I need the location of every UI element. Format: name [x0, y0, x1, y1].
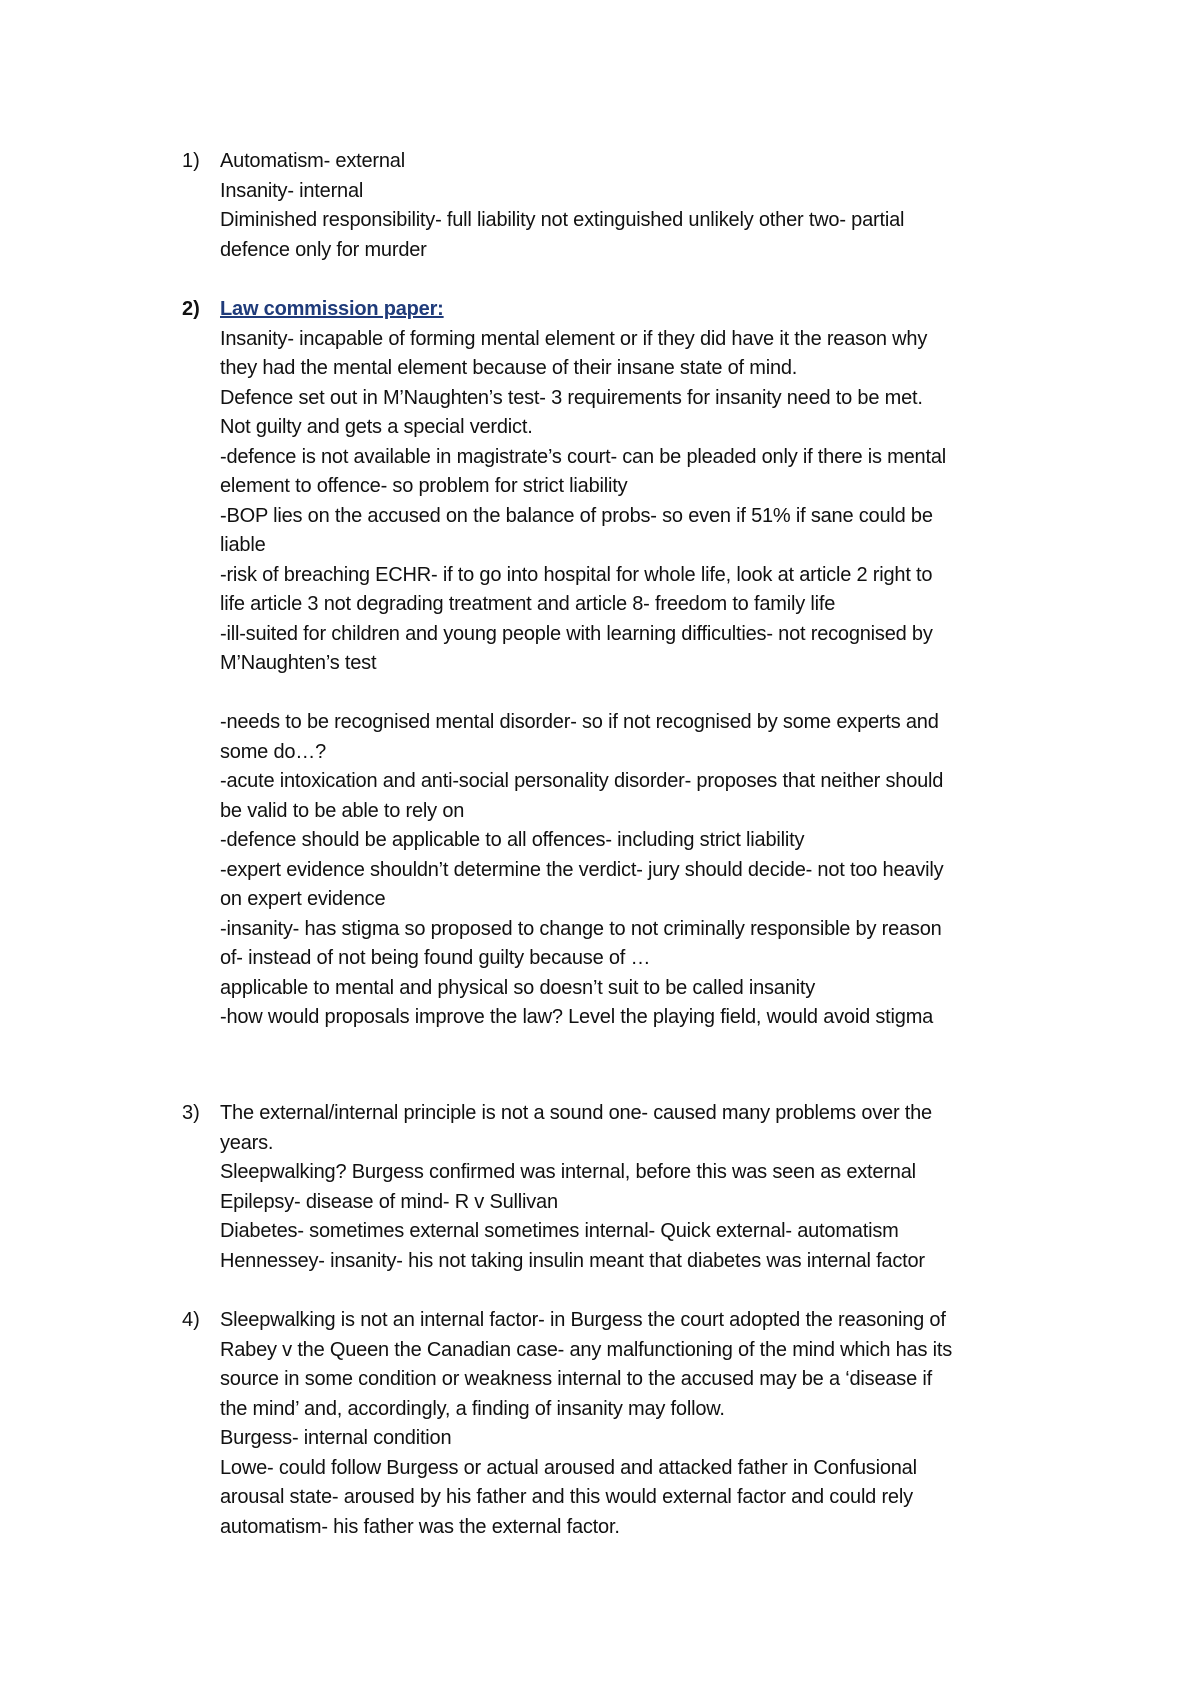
text-line: of- instead of not being found guilty because of …: [220, 947, 651, 969]
text-line: on expert evidence: [220, 888, 386, 910]
text-line: applicable to mental and physical so doesn’t suit to be called insanity: [220, 976, 816, 999]
text-line: Sleepwalking? Burgess confirmed was internal, before this was seen as external: [220, 1161, 916, 1183]
item-body: [220, 147, 1080, 265]
text-line: Burgess- internal condition: [220, 1427, 452, 1449]
text-line: M’Naughten’s test: [220, 652, 377, 674]
text-line: Diminished responsibility- full liability not extinguished unlikely other two- partial: [220, 209, 905, 231]
text-line: Not guilty and gets a special verdict.: [220, 416, 533, 438]
text-line: -insanity- has stigma so proposed to change to not criminally responsible by reason: [220, 917, 942, 940]
text-line: they had the mental element because of their insane state of mind.: [220, 357, 798, 379]
text-line: -acute intoxication and anti-social personality disorder- proposes that neither should: [220, 770, 944, 792]
text-line: Sleepwalking is not an internal factor- in Burgess the court adopted the reasoning of: [220, 1309, 946, 1331]
text-line: Hennessey- insanity- his not taking insulin meant that diabetes was internal factor: [220, 1249, 925, 1272]
text-line: Insanity- internal: [220, 179, 364, 202]
text-line: automatism- his father was the external factor.: [220, 1515, 620, 1538]
text-line: -defence should be applicable to all offences- including strict liability: [220, 829, 805, 851]
text-line: liable: [220, 534, 266, 556]
text-line: Diabetes- sometimes external sometimes internal- Quick external- automatism: [220, 1220, 899, 1242]
text-line: Lowe- could follow Burgess or actual aroused and attacked father in Confusional: [220, 1456, 917, 1479]
item-body: [220, 1099, 1080, 1276]
text-line: Automatism- external: [220, 150, 405, 172]
text-line: Rabey v the Queen the Canadian case- any malfunctioning of the mind which has its: [220, 1338, 953, 1361]
text-line: -ill-suited for children and young people with learning difficulties- not recognised by: [220, 622, 933, 645]
text-line: element to offence- so problem for strict liability: [220, 475, 628, 497]
text-line: source in some condition or weakness internal to the accused may be a ‘disease if: [220, 1368, 932, 1390]
text-line: -needs to be recognised mental disorder- so if not recognised by some experts and: [220, 711, 939, 733]
item-body: [220, 1306, 1080, 1542]
text-line: -BOP lies on the accused on the balance of probs- so even if 51% if sane could be: [220, 504, 933, 527]
text-line: -defence is not available in magistrate’s court- can be pleaded only if there is mental: [220, 445, 946, 468]
text-line: -risk of breaching ECHR- if to go into hospital for whole life, look at article 2 right to: [220, 563, 933, 586]
item-number: 3): [182, 1102, 200, 1124]
text-line: some do…?: [220, 740, 327, 763]
text-line: the mind’ and, accordingly, a finding of insanity may follow.: [220, 1397, 725, 1420]
item-number: 4): [182, 1309, 200, 1331]
item-body: [220, 295, 1080, 1033]
text-line: defence only for murder: [220, 238, 427, 261]
item-number: 2): [182, 298, 200, 320]
text-line: -expert evidence shouldn’t determine the verdict- jury should decide- not too heavily: [220, 858, 944, 881]
text-line: life article 3 not degrading treatment and article 8- freedom to family life: [220, 593, 836, 615]
section-heading: Law commission paper:: [220, 298, 444, 320]
text-line: arousal state- aroused by his father and this would external factor and could rely: [220, 1486, 913, 1508]
text-line: be valid to be able to rely on: [220, 799, 465, 822]
text-line: Epilepsy- disease of mind- R v Sullivan: [220, 1190, 558, 1213]
text-line: Insanity- incapable of forming mental element or if they did have it the reason why: [220, 327, 928, 350]
item-number: 1): [182, 150, 200, 172]
text-line: years.: [220, 1131, 274, 1154]
blank-line: [220, 679, 1080, 709]
text-line: The external/internal principle is not a sound one- caused many problems over the: [220, 1102, 932, 1124]
text-line: -how would proposals improve the law? Level the playing field, would avoid stigma: [220, 1006, 934, 1028]
text-line: Defence set out in M’Naughten’s test- 3 requirements for insanity need to be met.: [220, 386, 923, 409]
